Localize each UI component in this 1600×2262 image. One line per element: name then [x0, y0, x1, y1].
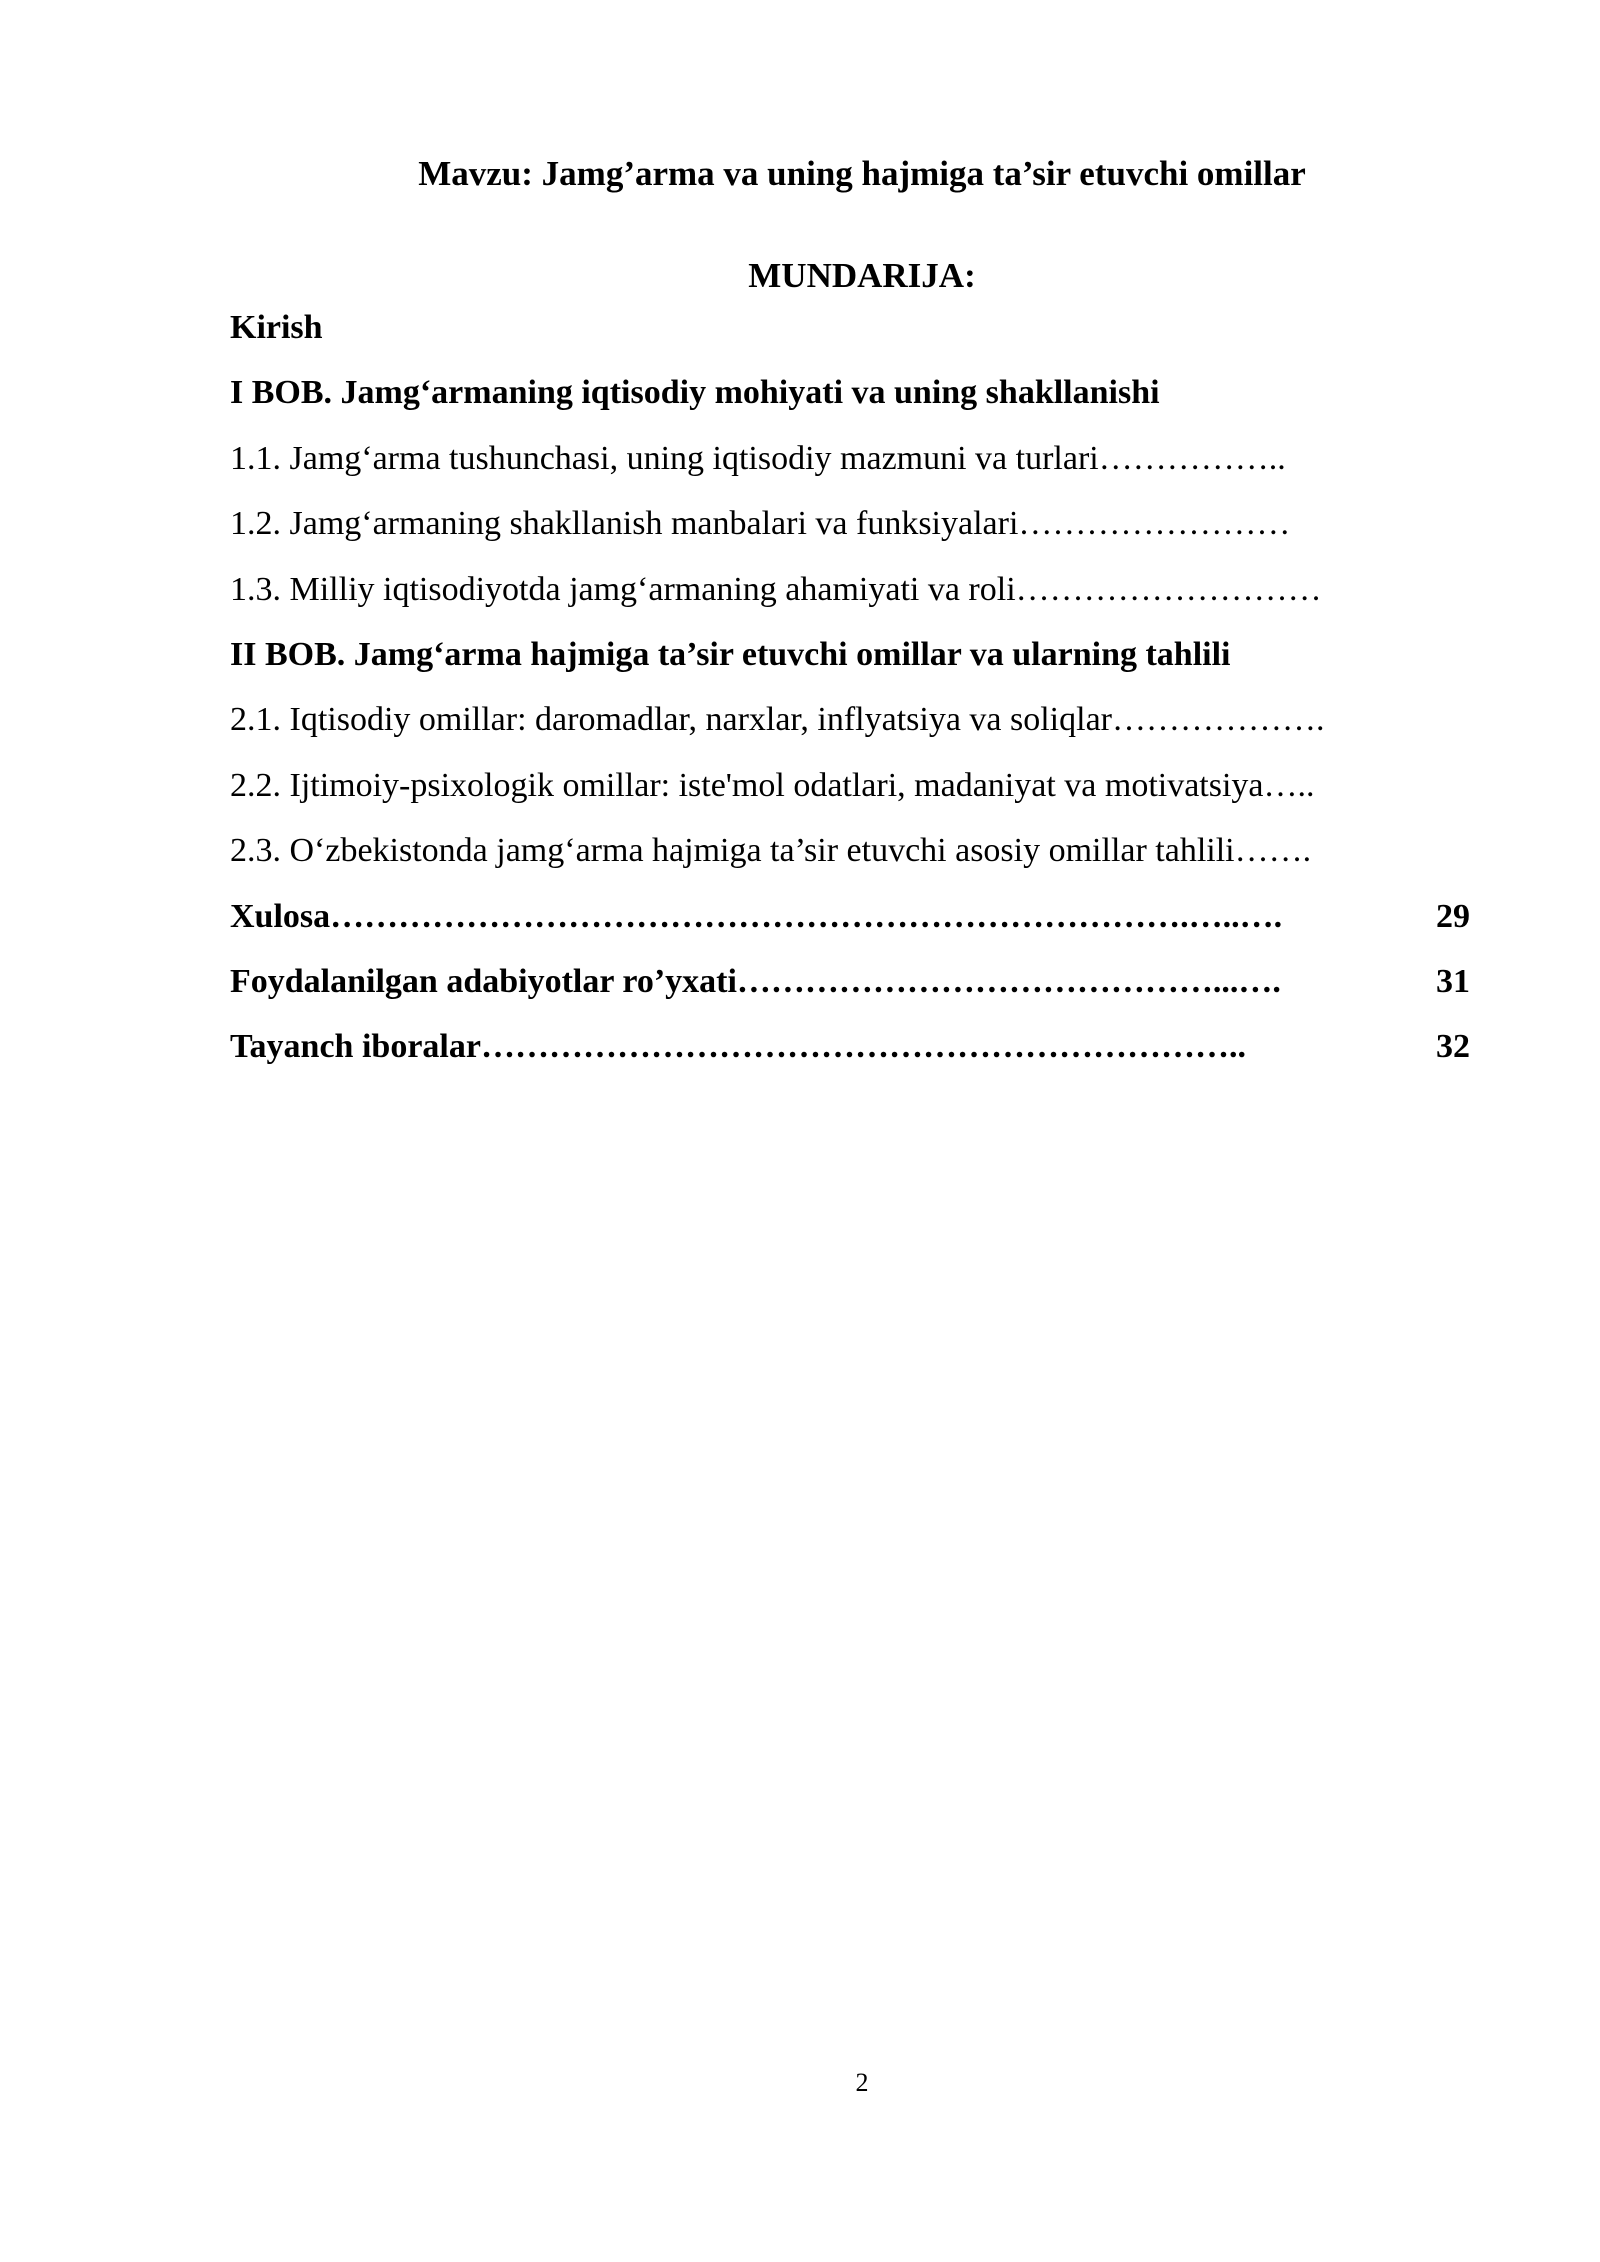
page-number: 2	[855, 2068, 869, 2097]
toc-entry-page-number: 29	[1436, 897, 1470, 935]
toc-entry-page-number: 31	[1436, 962, 1470, 1000]
toc-entry-chapter-2[interactable]	[230, 629, 1470, 694]
document-topic: Mavzu: Jamg’arma va uning hajmiga ta’sir etuvchi omillar	[418, 154, 1306, 193]
toc-entry-leader: …….	[1234, 832, 1312, 870]
toc-entry-leader: ……………………………………...….	[736, 962, 1281, 1000]
toc-entry-references[interactable]	[230, 956, 1470, 1021]
toc-heading: MUNDARIJA:	[748, 256, 976, 295]
toc-entry-section-2-1[interactable]	[230, 694, 1470, 759]
toc-entry-leader: ………………………………………………………………….…..….	[330, 897, 1283, 935]
table-of-contents	[230, 302, 1470, 1087]
toc-entry-leader: ……………..	[1098, 439, 1286, 477]
toc-entry-leader: …..	[1263, 766, 1315, 804]
toc-entry-leader: ………………………	[1015, 570, 1322, 608]
toc-entry-title: Kirish	[230, 309, 323, 346]
toc-entry-page-number: 32	[1436, 1028, 1470, 1066]
toc-entry-glossary[interactable]	[230, 1021, 1470, 1086]
toc-entry-title: Xulosa	[230, 897, 331, 935]
toc-entry-title: Foydalanilgan adabiyotlar ro’yxati	[230, 962, 737, 1000]
toc-entry-section-2-2[interactable]	[230, 760, 1470, 825]
toc-entry-title: 1.3. Milliy iqtisodiyotda jamg‘armaning ahamiyati va roli	[230, 570, 1016, 608]
toc-entry-leader: ……………………	[1018, 505, 1291, 543]
toc-entry-leader: ……………….	[1112, 701, 1325, 739]
toc-entry-section-1-2[interactable]	[230, 498, 1470, 563]
toc-entry-title: 1.2. Jamg‘armaning shakllanish manbalari va funksiyalari	[230, 505, 1019, 543]
toc-entry-title: 2.2. Ijtimoiy-psixologik omillar: iste'mol odatlari, madaniyat va motivatsiya	[230, 766, 1264, 804]
toc-entry-title: II BOB. Jamg‘arma hajmiga ta’sir etuvchi omillar va ularning tahlili	[230, 635, 1231, 673]
toc-entry-chapter-1[interactable]	[230, 367, 1470, 432]
toc-entry-conclusion[interactable]	[230, 891, 1470, 956]
toc-entry-title: 1.1. Jamg‘arma tushunchasi, uning iqtisodiy mazmuni va turlari	[230, 439, 1099, 477]
toc-entry-introduction[interactable]	[230, 302, 1470, 367]
toc-entry-title: 2.3. O‘zbekistonda jamg‘arma hajmiga ta’sir etuvchi asosiy omillar tahlili	[230, 832, 1235, 870]
toc-entry-title: 2.1. Iqtisodiy omillar: daromadlar, narxlar, inflyatsiya va soliqlar	[230, 701, 1112, 739]
toc-entry-section-1-3[interactable]	[230, 564, 1470, 629]
toc-entry-title: Tayanch iboralar	[230, 1028, 481, 1066]
toc-entry-leader: …………………………………………………………..	[480, 1028, 1246, 1066]
toc-entry-section-1-1[interactable]	[230, 433, 1470, 498]
toc-entry-section-2-3[interactable]	[230, 825, 1470, 890]
toc-entry-title: I BOB. Jamg‘armaning iqtisodiy mohiyati va uning shakllanishi	[230, 374, 1160, 412]
